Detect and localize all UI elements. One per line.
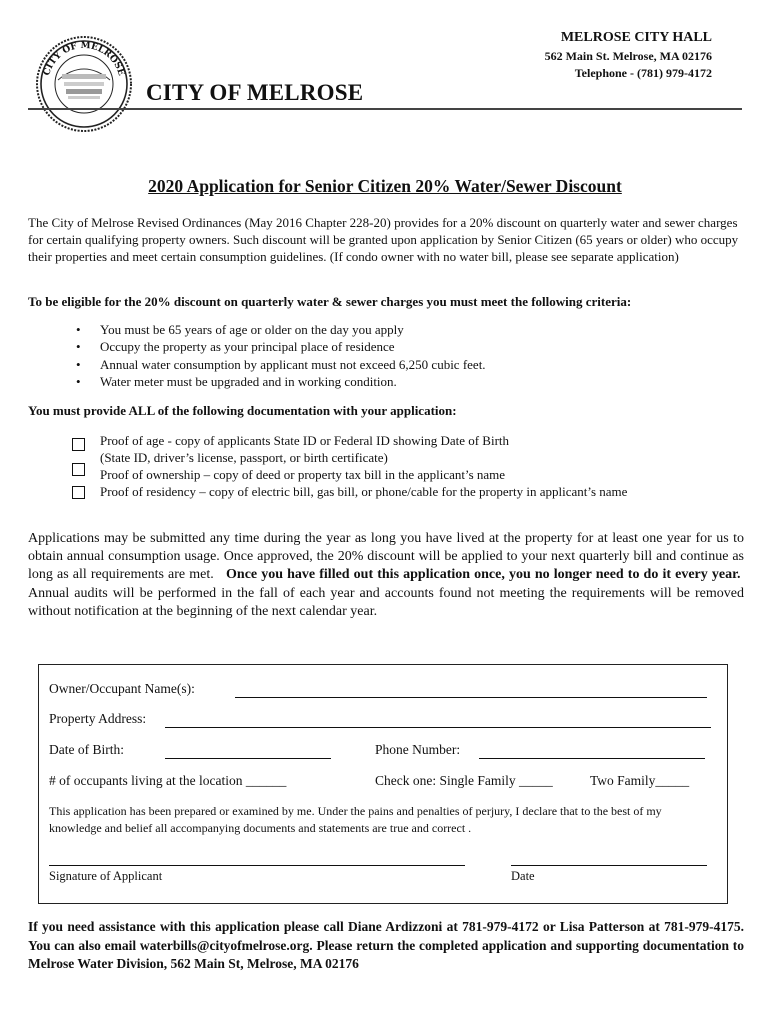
phone-number-label: Phone Number: (375, 742, 461, 757)
occupants-field[interactable]: # of occupants living at the location ______ (49, 773, 287, 788)
list-item: • Water meter must be upgraded and in working condition. (72, 373, 486, 390)
proof-of-ownership-checkbox[interactable] (72, 463, 85, 476)
doc-item-ownership (72, 466, 627, 483)
hall-name: MELROSE CITY HALL (560, 30, 712, 45)
doc-item-text: Proof of age - copy of applicants State ID or Federal ID showing Date of Birth (100, 433, 510, 448)
single-family-field[interactable]: Check one: Single Family _____ (375, 773, 553, 788)
document-title: 2020 Application for Senior Citizen 20% Water/Sewer Discount (148, 176, 622, 196)
proof-of-residency-checkbox[interactable] (72, 486, 85, 499)
list-item: • Occupy the property as your principal place of residence (72, 338, 486, 355)
applications-bold-text: Once you have filled out this application once, you no longer need to do it every year. (226, 567, 741, 583)
phone-number-field[interactable] (479, 758, 705, 759)
list-item: • You must be 65 years of age or older on the day you apply (72, 321, 486, 338)
city-title: CITY OF MELROSE (146, 80, 364, 105)
hall-address: 562 Main St. Melrose, MA 02176 (544, 49, 712, 63)
city-hall-block (545, 30, 712, 81)
date-label: Date (511, 869, 535, 883)
signature-label: Signature of Applicant (49, 869, 163, 883)
doc-item-residency (72, 483, 627, 500)
header-divider (28, 108, 742, 110)
signature-field[interactable] (49, 865, 465, 866)
applications-paragraph (28, 530, 744, 621)
owner-name-label: Owner/Occupant Name(s): (49, 681, 195, 696)
date-field[interactable] (511, 865, 707, 866)
city-seal-logo (34, 34, 134, 134)
doc-item-text: Proof of residency – copy of electric bill, gas bill, or phone/cable for the property in applicant’s name (100, 484, 628, 499)
assistance-footer: If you need assistance with this application please call Diane Ardizzoni at 781-979-4172 or Lisa Patterson at 781-979-4175. You can also email waterbills@cityofmelrose.org. Please return the completed application and supporting documentation to Melrose Water Division, 562 Main St, Melrose, MA 02176 (28, 919, 744, 971)
property-address-field[interactable] (165, 727, 711, 728)
date-of-birth-field[interactable] (165, 758, 331, 759)
doc-item-text: Proof of ownership – copy of deed or property tax bill in the applicant’s name (100, 467, 506, 482)
applications-audit-text: Annual audits will be performed in the fall of each year and accounts found not meeting the requirements will be removed without notification at the beginning of the next calendar year. (28, 585, 744, 619)
doc-item-age (72, 432, 627, 466)
eligibility-list (72, 321, 486, 391)
applications-text: Applications may be submitted any time during the year as long you have lived at the property for at least one year for us to obtain annual consumption usage. Once approved, the 20% discount will be applied to your next quarterly bill and continue as long as all requirements are met. (28, 531, 744, 583)
owner-name-field[interactable] (235, 697, 707, 698)
two-family-field[interactable]: Two Family_____ (590, 773, 690, 788)
proof-of-age-checkbox[interactable] (72, 438, 85, 451)
documentation-heading: You must provide ALL of the following documentation with your application: (28, 403, 457, 418)
date-of-birth-label: Date of Birth: (49, 742, 124, 757)
documentation-list (72, 432, 627, 500)
application-form (38, 664, 728, 904)
doc-item-subtext: (State ID, driver’s license, passport, or birth certificate) (100, 450, 388, 465)
list-item: • Annual water consumption by applicant must not exceed 6,250 cubic feet. (72, 356, 486, 373)
property-address-label: Property Address: (49, 711, 147, 726)
intro-paragraph: The City of Melrose Revised Ordinances (May 2016 Chapter 228-20) provides for a 20% discount on quarterly water and sewer charges for certain qualifying property owners. Such discount will be granted upon application by Senior Citizen (65 years or older) who occupy their properties and meet certain consumption guidelines. (If condo owner with no water bill, please see separate application) (28, 215, 739, 264)
perjury-declaration: This application has been prepared or examined by me. Under the pains and penalties of perjury, I declare that to the best of my knowledge and belief all accompanying documents and statements are true and correct . (49, 804, 662, 835)
eligibility-heading: To be eligible for the 20% discount on quarterly water & sewer charges you must meet the following criteria: (28, 294, 632, 309)
svg-text:CITY OF MELROSE: CITY OF MELROSE (42, 40, 126, 77)
hall-phone: Telephone - (781) 979-4172 (574, 66, 712, 80)
